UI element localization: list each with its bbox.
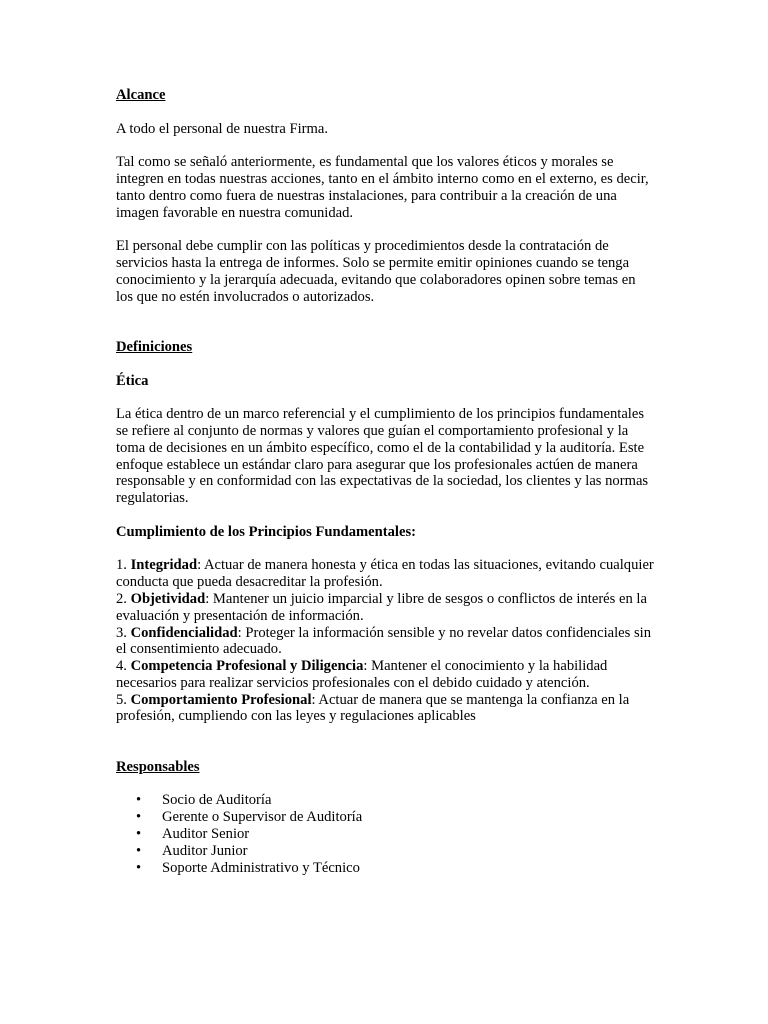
etica-paragraph: La ética dentro de un marco referencial y el cumplimiento de los principios fundamentales se refiere al conjunto de normas y valores que guían el comportamiento profesional y la toma de decisiones en un ámbito específico, como el de la contabilidad y la auditoría. Este enfoque establece un estándar claro para asegurar que los profesionales actúen de manera responsable y en conformidad con las expectativas de la sociedad, los clientes y las normas regulatorias. <box>116 406 649 507</box>
principles-list <box>116 557 656 725</box>
responsables-list <box>116 792 656 876</box>
principle-text: : Mantener el conocimiento y la habilidad necesarios para realizar servicios profesionales con el debido cuidado y atención. <box>116 658 608 691</box>
bullet-icon: • <box>136 842 142 859</box>
alcance-paragraph-1: A todo el personal de nuestra Firma. <box>116 120 328 137</box>
principle-text: : Actuar de manera honesta y ética en todas las situaciones, evitando cualquier conducta que pueda desacreditar la profesión. <box>116 557 654 591</box>
bullet-icon: • <box>136 809 142 826</box>
principle-item <box>116 591 656 625</box>
list-item-label: Soporte Administrativo y Técnico <box>162 859 360 876</box>
list-item <box>136 860 656 877</box>
principle-item <box>116 692 656 726</box>
list-item-label: Auditor Junior <box>162 842 248 859</box>
principle-term: Competencia Profesional y Diligencia <box>130 658 364 675</box>
alcance-paragraph-3: El personal debe cumplir con las políticas y procedimientos desde la contratación de servicios hasta la entrega de informes. Solo se permite emitir opiniones cuando se tenga conocimiento y la jerarquía adecuada, evitando que colaboradores opinen sobre temas en los que no estén involucrados o autorizados. <box>116 238 636 305</box>
principle-number: 3. <box>116 624 131 641</box>
section-heading-definiciones: Definiciones <box>116 338 193 355</box>
bullet-icon: • <box>136 792 142 809</box>
principle-number: 5. <box>116 691 131 708</box>
list-item-label: Socio de Auditoría <box>162 792 272 809</box>
list-item-label: Gerente o Supervisor de Auditoría <box>162 809 363 826</box>
principle-term: Objetividad <box>130 590 206 607</box>
principle-item <box>116 557 656 591</box>
subheading-etica: Ética <box>116 372 149 389</box>
principle-item <box>116 658 656 692</box>
bullet-icon: • <box>136 859 142 876</box>
section-heading-responsables: Responsables <box>116 758 200 775</box>
alcance-paragraph-2: Tal como se señaló anteriormente, es fundamental que los valores éticos y morales se integren en todas nuestras acciones, tanto en el ámbito interno como en el externo, es decir, tanto dentro como fuera de nuestras instalaciones, para contribuir a la creación de una imagen favorable en nuestra comunidad. <box>116 154 649 221</box>
list-item <box>136 792 656 809</box>
principle-term: Integridad <box>130 557 198 574</box>
list-item <box>136 826 656 843</box>
principle-item <box>116 625 656 659</box>
principle-text: : Mantener un juicio imparcial y libre de sesgos o conflictos de interés en la evaluación y presentación de información. <box>116 590 647 624</box>
document-page <box>116 87 656 876</box>
principle-number: 1. <box>116 557 131 574</box>
principle-number: 4. <box>116 658 131 675</box>
principle-text: : Proteger la información sensible y no revelar datos confidenciales sin el consentimiento adecuado. <box>116 624 651 658</box>
principle-text: : Actuar de manera que se mantenga la confianza en la profesión, cumpliendo con las leyes y regulaciones aplicables <box>116 691 630 725</box>
list-item <box>136 809 656 826</box>
list-item <box>136 843 656 860</box>
section-heading-principios: Cumplimiento de los Principios Fundamentales: <box>116 523 416 540</box>
principle-term: Confidencialidad <box>130 624 238 641</box>
section-heading-alcance: Alcance <box>116 87 166 103</box>
bullet-icon: • <box>136 826 142 843</box>
principle-number: 2. <box>116 590 131 607</box>
list-item-label: Auditor Senior <box>162 826 250 843</box>
principle-term: Comportamiento Profesional <box>130 691 312 708</box>
